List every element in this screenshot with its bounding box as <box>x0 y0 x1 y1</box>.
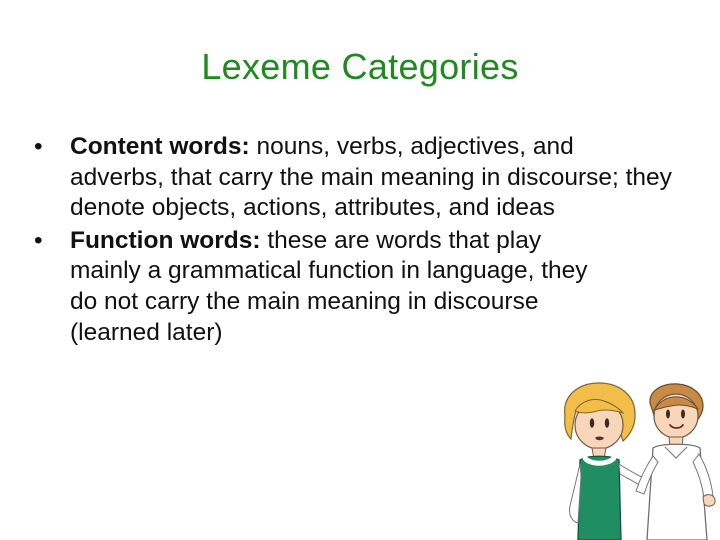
boy-hand <box>703 495 715 506</box>
bullet-point: • <box>34 133 43 160</box>
slide-title: Lexeme Categories <box>201 46 519 87</box>
girl-eye-left <box>590 418 594 428</box>
girl-shirt <box>578 456 621 540</box>
bullet-list <box>34 132 674 348</box>
boy-eye-left <box>666 410 670 419</box>
girl-eye-right <box>605 418 609 428</box>
boy-eye-right <box>681 410 685 419</box>
bullet-item <box>34 132 674 224</box>
bullet-term: Content words: <box>70 133 250 160</box>
bullet-term: Function words: <box>70 226 261 254</box>
bullet-text: nouns, verbs, adjectives, and adverbs, that carry the main meaning in discourse; they denote objects, actions, attributes, and ideas <box>70 133 672 222</box>
children-illustration <box>547 376 720 540</box>
girl-figure <box>565 383 647 540</box>
boy-figure <box>636 384 715 540</box>
bullet-point: • <box>34 226 43 254</box>
bullet-text: these are words that play mainly a grammatical function in language, they do not carry the main meaning in discourse (learned later) <box>70 226 588 346</box>
bullet-item <box>34 226 674 348</box>
bullet-content <box>70 226 590 348</box>
